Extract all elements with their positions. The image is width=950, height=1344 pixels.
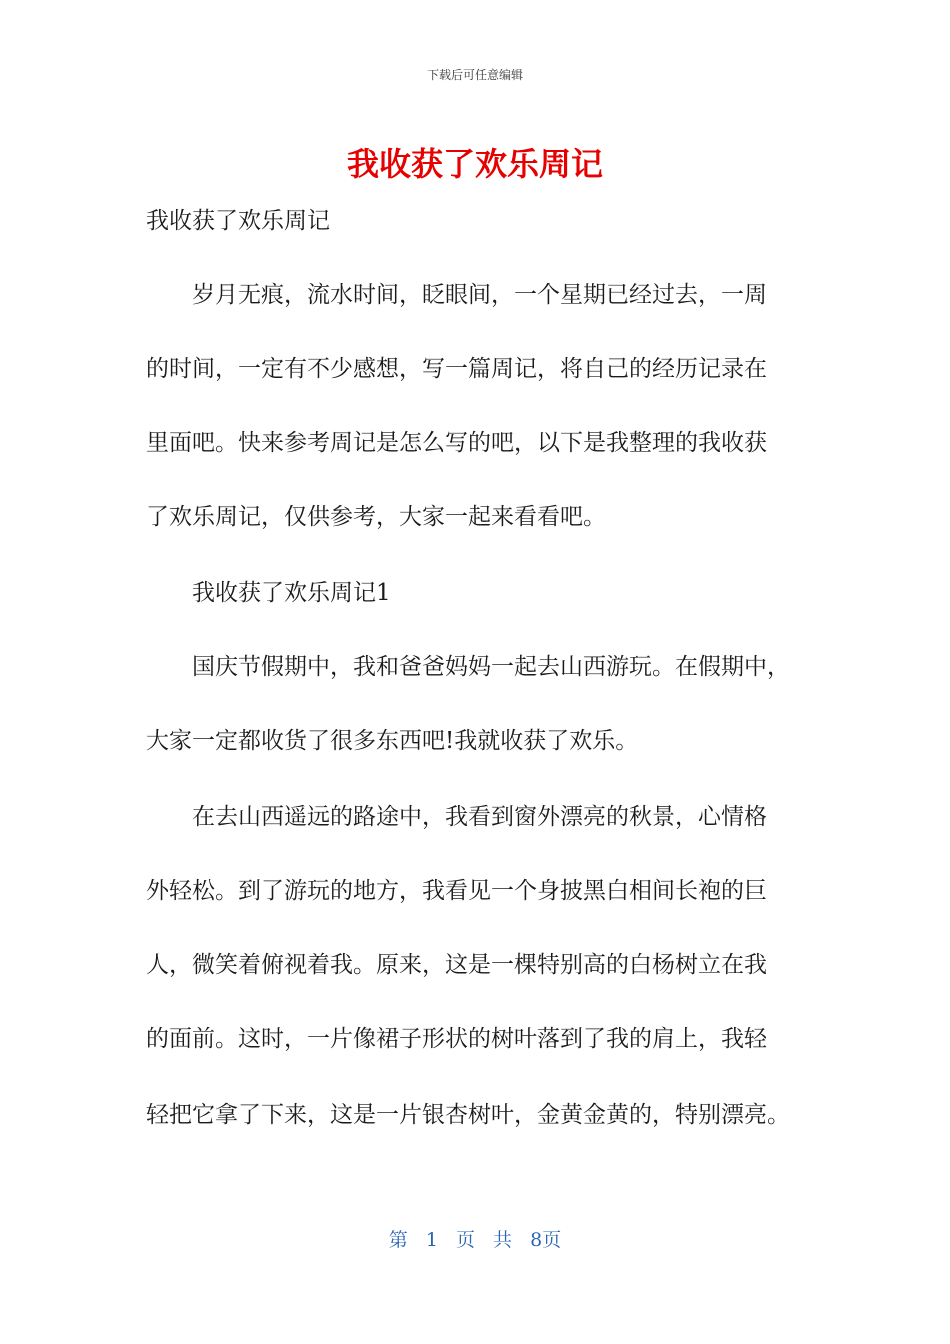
document-title: 我收获了欢乐周记 bbox=[346, 145, 603, 183]
body-line: 国庆节假期中，我和爸爸妈妈一起去山西游玩。在假期中， bbox=[146, 654, 790, 680]
footer-total-pages: 8页 bbox=[530, 1229, 562, 1251]
body-line: 人，微笑着俯视着我。原来，这是一棵特别高的白杨树立在我 bbox=[146, 952, 767, 978]
body-line: 外轻松。到了游玩的地方，我看见一个身披黑白相间长袍的巨 bbox=[146, 878, 767, 904]
section-heading: 我收获了欢乐周记1 bbox=[146, 580, 391, 606]
page-header-note: 下载后可任意编辑 bbox=[426, 68, 523, 82]
body-line: 大家一定都收货了很多东西吧!我就收获了欢乐。 bbox=[146, 728, 639, 754]
body-line: 里面吧。快来参考周记是怎么写的吧，以下是我整理的我收获 bbox=[146, 430, 767, 456]
body-line: 的时间，一定有不少感想，写一篇周记，将自己的经历记录在 bbox=[146, 356, 767, 382]
body-line: 的面前。这时，一片像裙子形状的树叶落到了我的肩上，我轻 bbox=[146, 1026, 767, 1052]
body-line: 在去山西遥远的路途中，我看到窗外漂亮的秋景，心情格 bbox=[146, 804, 767, 830]
footer-prefix: 第 bbox=[388, 1229, 408, 1251]
body-line: 岁月无痕，流水时间，眨眼间，一个星期已经过去，一周 bbox=[146, 282, 767, 308]
body-line: 我收获了欢乐周记 bbox=[146, 208, 330, 234]
page-footer bbox=[0, 1225, 950, 1252]
footer-page-label: 页 bbox=[455, 1229, 475, 1251]
footer-total-label: 共 bbox=[493, 1229, 513, 1251]
body-line: 轻把它拿了下来，这是一片银杏树叶，金黄金黄的，特别漂亮。 bbox=[146, 1102, 790, 1128]
footer-current-page: 1 bbox=[425, 1229, 438, 1251]
body-line: 了欢乐周记，仅供参考，大家一起来看看吧。 bbox=[146, 504, 606, 530]
